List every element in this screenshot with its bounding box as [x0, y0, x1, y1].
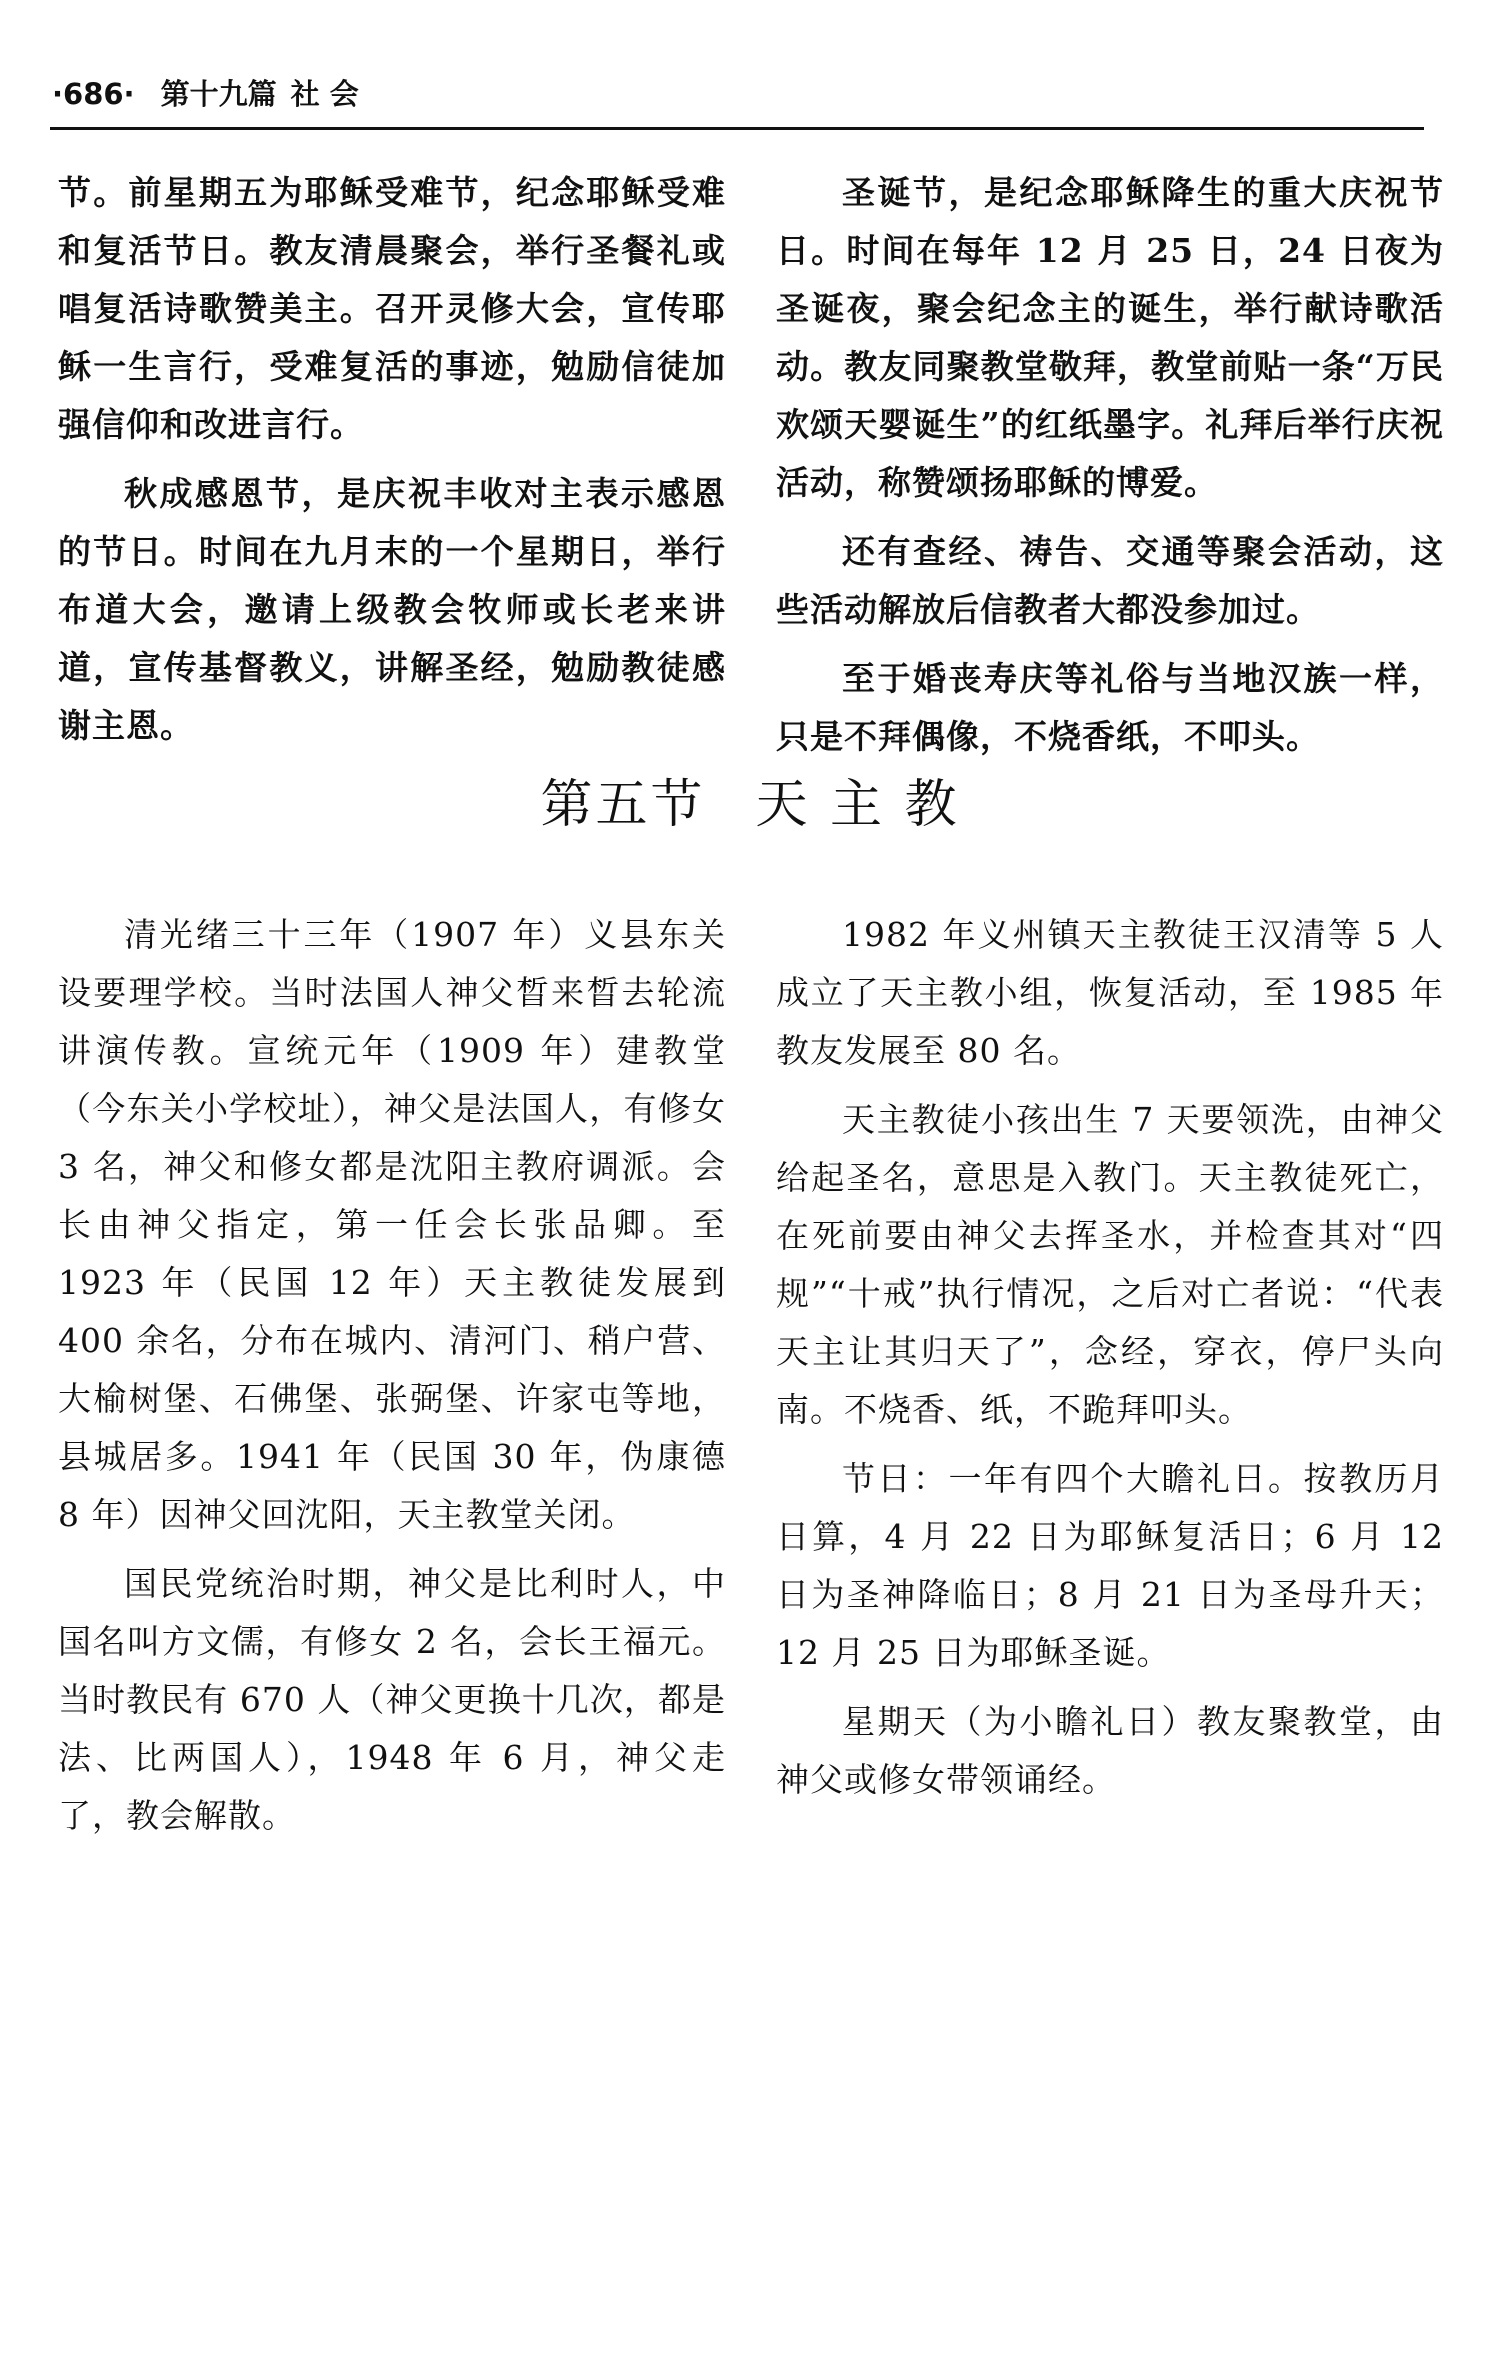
paragraph: 清光绪三十三年（1907 年）义县东关设要理学校。当时法国人神父晳来晳去轮流讲演传教。宣统元年（1909 年）建教堂（今东关小学校址），神父是法国人，有修女 3 名，神父和修女都是沈阳主教府调派。会长由神父指定，第一任会长张品卿。至 1923 年（民国 12 年）天主教徒发展到 400 余名，分布在城内、清河门、稍户营、大榆树堡、石佛堡、张弼堡、许家屯等地，县城居多。1941 年（民国 30 年，伪康德 8 年）因神父回沈阳，天主教堂关闭。 — [58, 915, 726, 1534]
paragraph: 圣诞节，是纪念耶稣降生的重大庆祝节日。时间在每年 12 月 25 日，24 日夜为圣诞夜，聚会纪念主的诞生，举行献诗歌活动。教友同聚教堂敬拜，教堂前贴一条“万民欢颂天婴诞生”的红纸墨字。礼拜后举行庆祝活动，称赞颂扬耶稣的博爱。 — [776, 173, 1444, 502]
paragraph: 星期天（为小瞻礼日）教友聚教堂，由神父或修女带领诵经。 — [776, 1702, 1444, 1799]
part-label: 第十九篇 — [160, 77, 277, 111]
topic-label: 社 会 — [290, 77, 359, 111]
paragraph: 天主教徒小孩出生 7 天要领洗，由神父给起圣名，意思是入教门。天主教徒死亡，在死前要由神父去挥圣水，并检查其对“四规”“十戒”执行情况，之后对亡者说：“代表天主让其归天了”，念经，穿衣，停尸头向南。不烧香、纸，不跪拜叩头。 — [776, 1100, 1444, 1429]
running-head — [52, 74, 1422, 114]
section-number: 第五节 — [540, 775, 706, 835]
paragraph: 至于婚丧寿庆等礼俗与当地汉族一样，只是不拜偶像，不烧香纸，不叩头。 — [776, 659, 1444, 756]
lower-right-column — [776, 906, 1444, 1820]
upper-right-column — [776, 164, 1444, 777]
upper-left-column — [58, 164, 726, 766]
paragraph: 节。前星期五为耶稣受难节，纪念耶稣受难和复活节日。教友清晨聚会，举行圣餐礼或唱复活诗歌赞美主。召开灵修大会，宣传耶稣一生言行，受难复活的事迹，勉励信徒加强信仰和改进言行。 — [58, 173, 726, 444]
paragraph: 还有查经、祷告、交通等聚会活动，这些活动解放后信教者大都没参加过。 — [776, 532, 1444, 629]
section-heading — [0, 770, 1500, 840]
lower-left-column — [58, 906, 726, 1856]
paragraph: 1982 年义州镇天主教徒王汉清等 5 人成立了天主教小组，恢复活动，至 1985 年教友发展至 80 名。 — [776, 915, 1444, 1070]
section-title: 天 主 教 — [755, 775, 960, 835]
paragraph: 秋成感恩节，是庆祝丰收对主表示感恩的节日。时间在九月末的一个星期日，举行布道大会，邀请上级教会牧师或长老来讲道，宣传基督教义，讲解圣经，勉励教徒感谢主恩。 — [58, 474, 726, 745]
header-rule — [50, 127, 1424, 130]
paragraph: 节日：一年有四个大瞻礼日。按教历月日算，4 月 22 日为耶稣复活日；6 月 12 日为圣神降临日；8 月 21 日为圣母升天；12 月 25 日为耶稣圣诞。 — [776, 1459, 1444, 1672]
page-number: ·686· — [52, 77, 135, 111]
paragraph: 国民党统治时期，神父是比利时人，中国名叫方文儒，有修女 2 名，会长王福元。当时教民有 670 人（神父更换十几次，都是法、比两国人），1948 年 6 月，神父走了，教会解散。 — [58, 1564, 726, 1835]
